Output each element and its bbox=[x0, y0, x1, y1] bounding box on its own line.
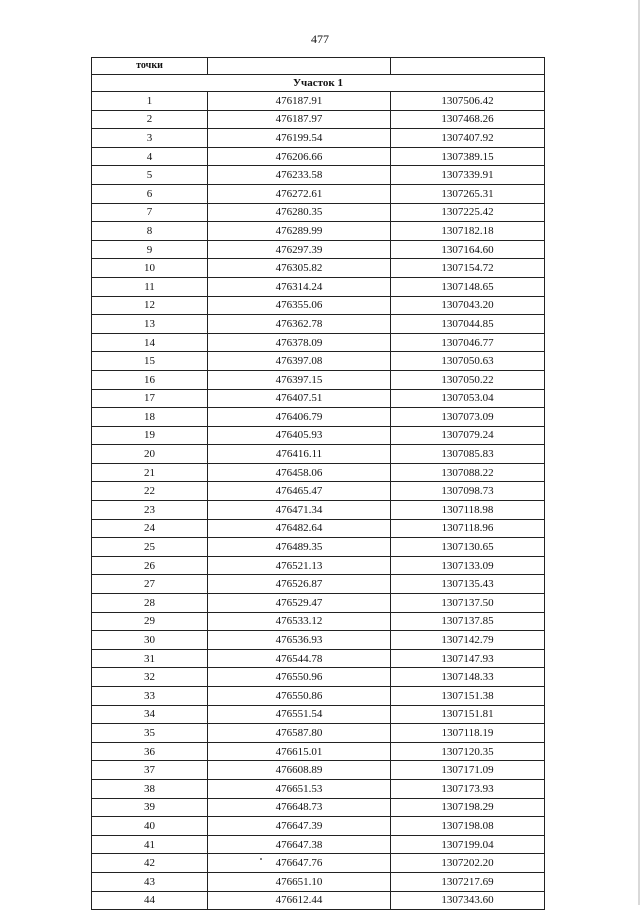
table-row bbox=[92, 538, 545, 557]
x-coordinate-cell: 476536.93 bbox=[208, 631, 391, 650]
x-coordinate-cell: 476647.76 bbox=[208, 854, 391, 873]
y-coordinate-cell: 1307154.72 bbox=[391, 259, 545, 278]
point-number-cell: 42 bbox=[92, 854, 208, 873]
x-coordinate-cell: 476550.96 bbox=[208, 668, 391, 687]
x-coordinate-cell: 476289.99 bbox=[208, 222, 391, 241]
table-row bbox=[92, 166, 545, 185]
y-coordinate-cell: 1307217.69 bbox=[391, 872, 545, 891]
y-coordinate-cell: 1307118.98 bbox=[391, 501, 545, 520]
x-coordinate-cell: 476406.79 bbox=[208, 408, 391, 427]
point-number-cell: 7 bbox=[92, 203, 208, 222]
y-coordinate-cell: 1307147.93 bbox=[391, 649, 545, 668]
y-coordinate-cell: 1307118.19 bbox=[391, 724, 545, 743]
point-number-cell: 30 bbox=[92, 631, 208, 650]
point-number-cell: 44 bbox=[92, 891, 208, 910]
y-coordinate-cell: 1307137.85 bbox=[391, 612, 545, 631]
point-number-cell: 38 bbox=[92, 779, 208, 798]
x-coordinate-cell: 476407.51 bbox=[208, 389, 391, 408]
x-coordinate-cell: 476458.06 bbox=[208, 463, 391, 482]
y-coordinate-cell: 1307225.42 bbox=[391, 203, 545, 222]
y-coordinate-cell: 1307151.81 bbox=[391, 705, 545, 724]
y-coordinate-cell: 1307407.92 bbox=[391, 129, 545, 148]
x-coordinate-cell: 476233.58 bbox=[208, 166, 391, 185]
x-coordinate-cell: 476187.91 bbox=[208, 92, 391, 111]
y-coordinate-cell: 1307468.26 bbox=[391, 110, 545, 129]
point-number-cell: 34 bbox=[92, 705, 208, 724]
x-coordinate-cell: 476355.06 bbox=[208, 296, 391, 315]
point-number-cell: 16 bbox=[92, 370, 208, 389]
x-coordinate-cell: 476647.38 bbox=[208, 835, 391, 854]
table-row bbox=[92, 872, 545, 891]
point-number-cell: 11 bbox=[92, 277, 208, 296]
point-number-cell: 28 bbox=[92, 594, 208, 613]
table-row bbox=[92, 315, 545, 334]
table-row bbox=[92, 408, 545, 427]
table-row bbox=[92, 556, 545, 575]
point-number-cell: 40 bbox=[92, 817, 208, 836]
y-coordinate-cell: 1307389.15 bbox=[391, 147, 545, 166]
y-coordinate-cell: 1307199.04 bbox=[391, 835, 545, 854]
point-number-cell: 12 bbox=[92, 296, 208, 315]
table-row bbox=[92, 445, 545, 464]
table-row bbox=[92, 761, 545, 780]
y-coordinate-cell: 1307137.50 bbox=[391, 594, 545, 613]
header-x-label bbox=[208, 58, 391, 75]
y-coordinate-cell: 1307079.24 bbox=[391, 426, 545, 445]
x-coordinate-cell: 476521.13 bbox=[208, 556, 391, 575]
y-coordinate-cell: 1307044.85 bbox=[391, 315, 545, 334]
table-row bbox=[92, 817, 545, 836]
y-coordinate-cell: 1307043.20 bbox=[391, 296, 545, 315]
point-number-cell: 37 bbox=[92, 761, 208, 780]
point-number-cell: 36 bbox=[92, 742, 208, 761]
y-coordinate-cell: 1307198.29 bbox=[391, 798, 545, 817]
point-number-cell: 31 bbox=[92, 649, 208, 668]
table-row bbox=[92, 594, 545, 613]
table-header-row bbox=[92, 58, 545, 75]
x-coordinate-cell: 476416.11 bbox=[208, 445, 391, 464]
x-coordinate-cell: 476199.54 bbox=[208, 129, 391, 148]
table-row bbox=[92, 854, 545, 873]
table-row bbox=[92, 519, 545, 538]
x-coordinate-cell: 476482.64 bbox=[208, 519, 391, 538]
x-coordinate-cell: 476529.47 bbox=[208, 594, 391, 613]
table-row bbox=[92, 649, 545, 668]
x-coordinate-cell: 476651.10 bbox=[208, 872, 391, 891]
y-coordinate-cell: 1307202.20 bbox=[391, 854, 545, 873]
table-row bbox=[92, 296, 545, 315]
x-coordinate-cell: 476378.09 bbox=[208, 333, 391, 352]
point-number-cell: 41 bbox=[92, 835, 208, 854]
point-number-cell: 32 bbox=[92, 668, 208, 687]
x-coordinate-cell: 476551.54 bbox=[208, 705, 391, 724]
y-coordinate-cell: 1307339.91 bbox=[391, 166, 545, 185]
y-coordinate-cell: 1307198.08 bbox=[391, 817, 545, 836]
y-coordinate-cell: 1307265.31 bbox=[391, 184, 545, 203]
x-coordinate-cell: 476651.53 bbox=[208, 779, 391, 798]
section-row bbox=[92, 75, 545, 92]
table-row bbox=[92, 798, 545, 817]
point-number-cell: 8 bbox=[92, 222, 208, 241]
table-row bbox=[92, 129, 545, 148]
x-coordinate-cell: 476397.08 bbox=[208, 352, 391, 371]
table-row bbox=[92, 370, 545, 389]
x-coordinate-cell: 476647.39 bbox=[208, 817, 391, 836]
y-coordinate-cell: 1307085.83 bbox=[391, 445, 545, 464]
point-number-cell: 24 bbox=[92, 519, 208, 538]
point-number-cell: 27 bbox=[92, 575, 208, 594]
point-number-cell: 2 bbox=[92, 110, 208, 129]
table-row bbox=[92, 631, 545, 650]
table-row bbox=[92, 575, 545, 594]
x-coordinate-cell: 476615.01 bbox=[208, 742, 391, 761]
x-coordinate-cell: 476187.97 bbox=[208, 110, 391, 129]
point-number-cell: 17 bbox=[92, 389, 208, 408]
y-coordinate-cell: 1307133.09 bbox=[391, 556, 545, 575]
point-number-cell: 43 bbox=[92, 872, 208, 891]
x-coordinate-cell: 476608.89 bbox=[208, 761, 391, 780]
x-coordinate-cell: 476362.78 bbox=[208, 315, 391, 334]
x-coordinate-cell: 476314.24 bbox=[208, 277, 391, 296]
y-coordinate-cell: 1307073.09 bbox=[391, 408, 545, 427]
point-number-cell: 29 bbox=[92, 612, 208, 631]
x-coordinate-cell: 476397.15 bbox=[208, 370, 391, 389]
y-coordinate-cell: 1307142.79 bbox=[391, 631, 545, 650]
table-row bbox=[92, 668, 545, 687]
x-coordinate-cell: 476297.39 bbox=[208, 240, 391, 259]
y-coordinate-cell: 1307151.38 bbox=[391, 687, 545, 706]
y-coordinate-cell: 1307098.73 bbox=[391, 482, 545, 501]
point-number-cell: 20 bbox=[92, 445, 208, 464]
point-number-cell: 9 bbox=[92, 240, 208, 259]
table-row bbox=[92, 835, 545, 854]
x-coordinate-cell: 476526.87 bbox=[208, 575, 391, 594]
x-coordinate-cell: 476489.35 bbox=[208, 538, 391, 557]
point-number-cell: 33 bbox=[92, 687, 208, 706]
x-coordinate-cell: 476272.61 bbox=[208, 184, 391, 203]
x-coordinate-cell: 476465.47 bbox=[208, 482, 391, 501]
header-y-label bbox=[391, 58, 545, 75]
point-number-cell: 3 bbox=[92, 129, 208, 148]
x-coordinate-cell: 476612.44 bbox=[208, 891, 391, 910]
x-coordinate-cell: 476305.82 bbox=[208, 259, 391, 278]
y-coordinate-cell: 1307088.22 bbox=[391, 463, 545, 482]
x-coordinate-cell: 476405.93 bbox=[208, 426, 391, 445]
table-row bbox=[92, 222, 545, 241]
y-coordinate-cell: 1307171.09 bbox=[391, 761, 545, 780]
table-row bbox=[92, 352, 545, 371]
y-coordinate-cell: 1307135.43 bbox=[391, 575, 545, 594]
table-row bbox=[92, 891, 545, 910]
page-number: 477 bbox=[311, 32, 329, 46]
table-row bbox=[92, 147, 545, 166]
point-number-cell: 14 bbox=[92, 333, 208, 352]
table-row bbox=[92, 277, 545, 296]
y-coordinate-cell: 1307118.96 bbox=[391, 519, 545, 538]
point-number-cell: 23 bbox=[92, 501, 208, 520]
table-row bbox=[92, 501, 545, 520]
point-number-cell: 6 bbox=[92, 184, 208, 203]
point-number-cell: 13 bbox=[92, 315, 208, 334]
point-number-cell: 5 bbox=[92, 166, 208, 185]
point-number-cell: 18 bbox=[92, 408, 208, 427]
table-row bbox=[92, 482, 545, 501]
x-coordinate-cell: 476587.80 bbox=[208, 724, 391, 743]
table-row bbox=[92, 426, 545, 445]
y-coordinate-cell: 1307120.35 bbox=[391, 742, 545, 761]
y-coordinate-cell: 1307173.93 bbox=[391, 779, 545, 798]
y-coordinate-cell: 1307053.04 bbox=[391, 389, 545, 408]
y-coordinate-cell: 1307148.33 bbox=[391, 668, 545, 687]
y-coordinate-cell: 1307050.63 bbox=[391, 352, 545, 371]
x-coordinate-cell: 476206.66 bbox=[208, 147, 391, 166]
y-coordinate-cell: 1307050.22 bbox=[391, 370, 545, 389]
table-row bbox=[92, 687, 545, 706]
point-number-cell: 22 bbox=[92, 482, 208, 501]
header-point-label: точки bbox=[92, 58, 208, 75]
coordinates-table bbox=[91, 57, 545, 910]
table-row bbox=[92, 742, 545, 761]
table-row bbox=[92, 203, 545, 222]
y-coordinate-cell: 1307046.77 bbox=[391, 333, 545, 352]
y-coordinate-cell: 1307148.65 bbox=[391, 277, 545, 296]
section-title: Участок 1 bbox=[92, 75, 545, 92]
table-row bbox=[92, 463, 545, 482]
point-number-cell: 15 bbox=[92, 352, 208, 371]
x-coordinate-cell: 476544.78 bbox=[208, 649, 391, 668]
table-row bbox=[92, 389, 545, 408]
table-row bbox=[92, 333, 545, 352]
table-row bbox=[92, 240, 545, 259]
y-coordinate-cell: 1307164.60 bbox=[391, 240, 545, 259]
table-row bbox=[92, 92, 545, 111]
y-coordinate-cell: 1307506.42 bbox=[391, 92, 545, 111]
point-number-cell: 19 bbox=[92, 426, 208, 445]
x-coordinate-cell: 476648.73 bbox=[208, 798, 391, 817]
x-coordinate-cell: 476533.12 bbox=[208, 612, 391, 631]
table-row bbox=[92, 779, 545, 798]
point-number-cell: 35 bbox=[92, 724, 208, 743]
y-coordinate-cell: 1307130.65 bbox=[391, 538, 545, 557]
y-coordinate-cell: 1307182.18 bbox=[391, 222, 545, 241]
scan-speck bbox=[260, 858, 262, 860]
table-row bbox=[92, 184, 545, 203]
point-number-cell: 39 bbox=[92, 798, 208, 817]
y-coordinate-cell: 1307343.60 bbox=[391, 891, 545, 910]
table-row bbox=[92, 110, 545, 129]
x-coordinate-cell: 476280.35 bbox=[208, 203, 391, 222]
table-row bbox=[92, 612, 545, 631]
point-number-cell: 25 bbox=[92, 538, 208, 557]
table-row bbox=[92, 259, 545, 278]
point-number-cell: 10 bbox=[92, 259, 208, 278]
point-number-cell: 21 bbox=[92, 463, 208, 482]
x-coordinate-cell: 476550.86 bbox=[208, 687, 391, 706]
table-row bbox=[92, 705, 545, 724]
point-number-cell: 26 bbox=[92, 556, 208, 575]
table-row bbox=[92, 724, 545, 743]
point-number-cell: 4 bbox=[92, 147, 208, 166]
point-number-cell: 1 bbox=[92, 92, 208, 111]
x-coordinate-cell: 476471.34 bbox=[208, 501, 391, 520]
